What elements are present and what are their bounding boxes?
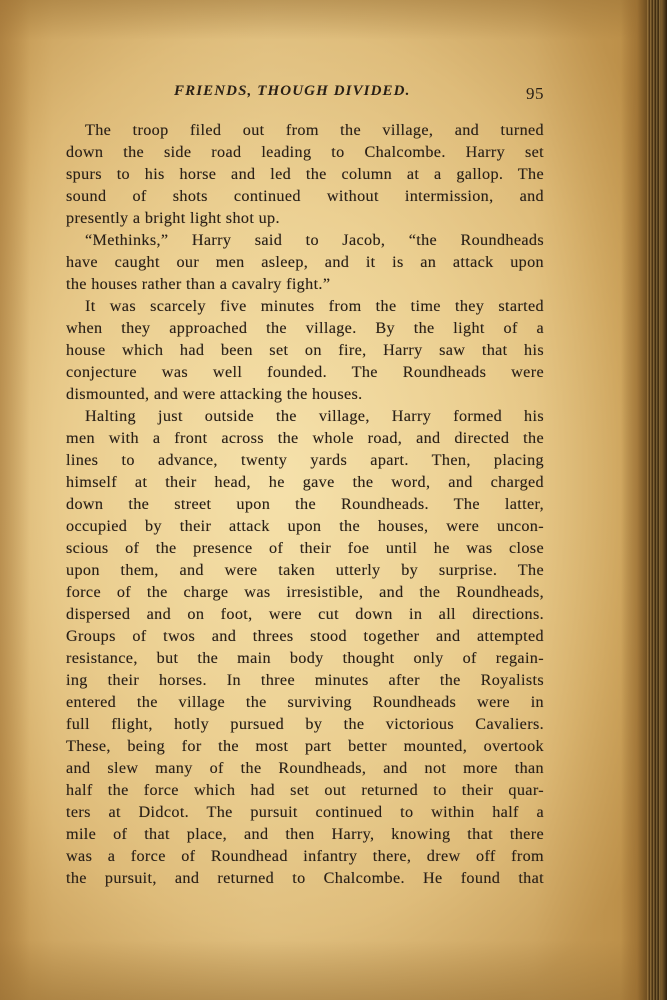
text-line: occupied by their attack upon the houses, were uncon-: [66, 517, 544, 535]
page-bottom-shadow: [0, 940, 667, 1000]
text-line: the houses rather than a cavalry fight.”: [66, 275, 331, 293]
text-line: resistance, but the main body thought only of regain-: [66, 649, 544, 667]
text-line: dismounted, and were attacking the houses.: [66, 385, 363, 403]
page-number: 95: [526, 84, 544, 103]
text-line: sound of shots continued without intermission, and: [66, 187, 544, 205]
text-line: mile of that place, and then Harry, knowing that there: [66, 825, 544, 843]
text-line: Halting just outside the village, Harry formed his: [85, 407, 544, 425]
text-line: when they approached the village. By the light of a: [66, 319, 544, 337]
text-line: presently a bright light shot up.: [66, 209, 280, 227]
text-line: dispersed and on foot, were cut down in all directions.: [66, 605, 544, 623]
text-line: lines to advance, twenty yards apart. Then, placing: [66, 451, 544, 469]
text-line: conjecture was well founded. The Roundheads were: [66, 363, 544, 381]
page-header: [66, 83, 544, 107]
text-line: half the force which had set out returned to their quar-: [66, 781, 544, 799]
page-top-shadow: [0, 0, 667, 40]
text-line: have caught our men asleep, and it is an attack upon: [66, 253, 544, 271]
text-line: It was scarcely five minutes from the time they started: [85, 297, 544, 315]
text-line: ing their horses. In three minutes after the Royalists: [66, 671, 544, 689]
text-line: himself at their head, he gave the word, and charged: [66, 473, 544, 491]
text-line: down the street upon the Roundheads. The latter,: [66, 495, 544, 513]
text-line: The troop filed out from the village, and turned: [85, 121, 544, 139]
text-line: Groups of twos and threes stood together and attempted: [66, 627, 544, 645]
text-line: full flight, hotly pursued by the victorious Cavaliers.: [66, 715, 544, 733]
page-spine-edge: [621, 0, 667, 1000]
text-line: and slew many of the Roundheads, and not more than: [66, 759, 544, 777]
text-line: entered the village the surviving Roundheads were in: [66, 693, 544, 711]
running-head: FRIENDS, THOUGH DIVIDED.: [174, 83, 411, 99]
text-line: These, being for the most part better mounted, overtook: [66, 737, 544, 755]
text-line: was a force of Roundhead infantry there, drew off from: [66, 847, 544, 865]
text-line: “Methinks,” Harry said to Jacob, “the Roundheads: [85, 231, 544, 249]
page-left-shadow: [0, 0, 30, 1000]
text-line: the pursuit, and returned to Chalcombe. He found that: [66, 869, 544, 887]
text-line: men with a front across the whole road, and directed the: [66, 429, 544, 447]
body-text: [66, 119, 544, 889]
text-line: down the side road leading to Chalcombe. Harry set: [66, 143, 544, 161]
text-line: ters at Didcot. The pursuit continued to within half a: [66, 803, 544, 821]
text-line: upon them, and were taken utterly by surprise. The: [66, 561, 544, 579]
text-line: spurs to his horse and led the column at a gallop. The: [66, 165, 544, 183]
page-edge-leaves: [647, 0, 661, 1000]
text-line: force of the charge was irresistible, and the Roundheads,: [66, 583, 544, 601]
text-line: house which had been set on fire, Harry saw that his: [66, 341, 544, 359]
text-line: scious of the presence of their foe until he was close: [66, 539, 544, 557]
